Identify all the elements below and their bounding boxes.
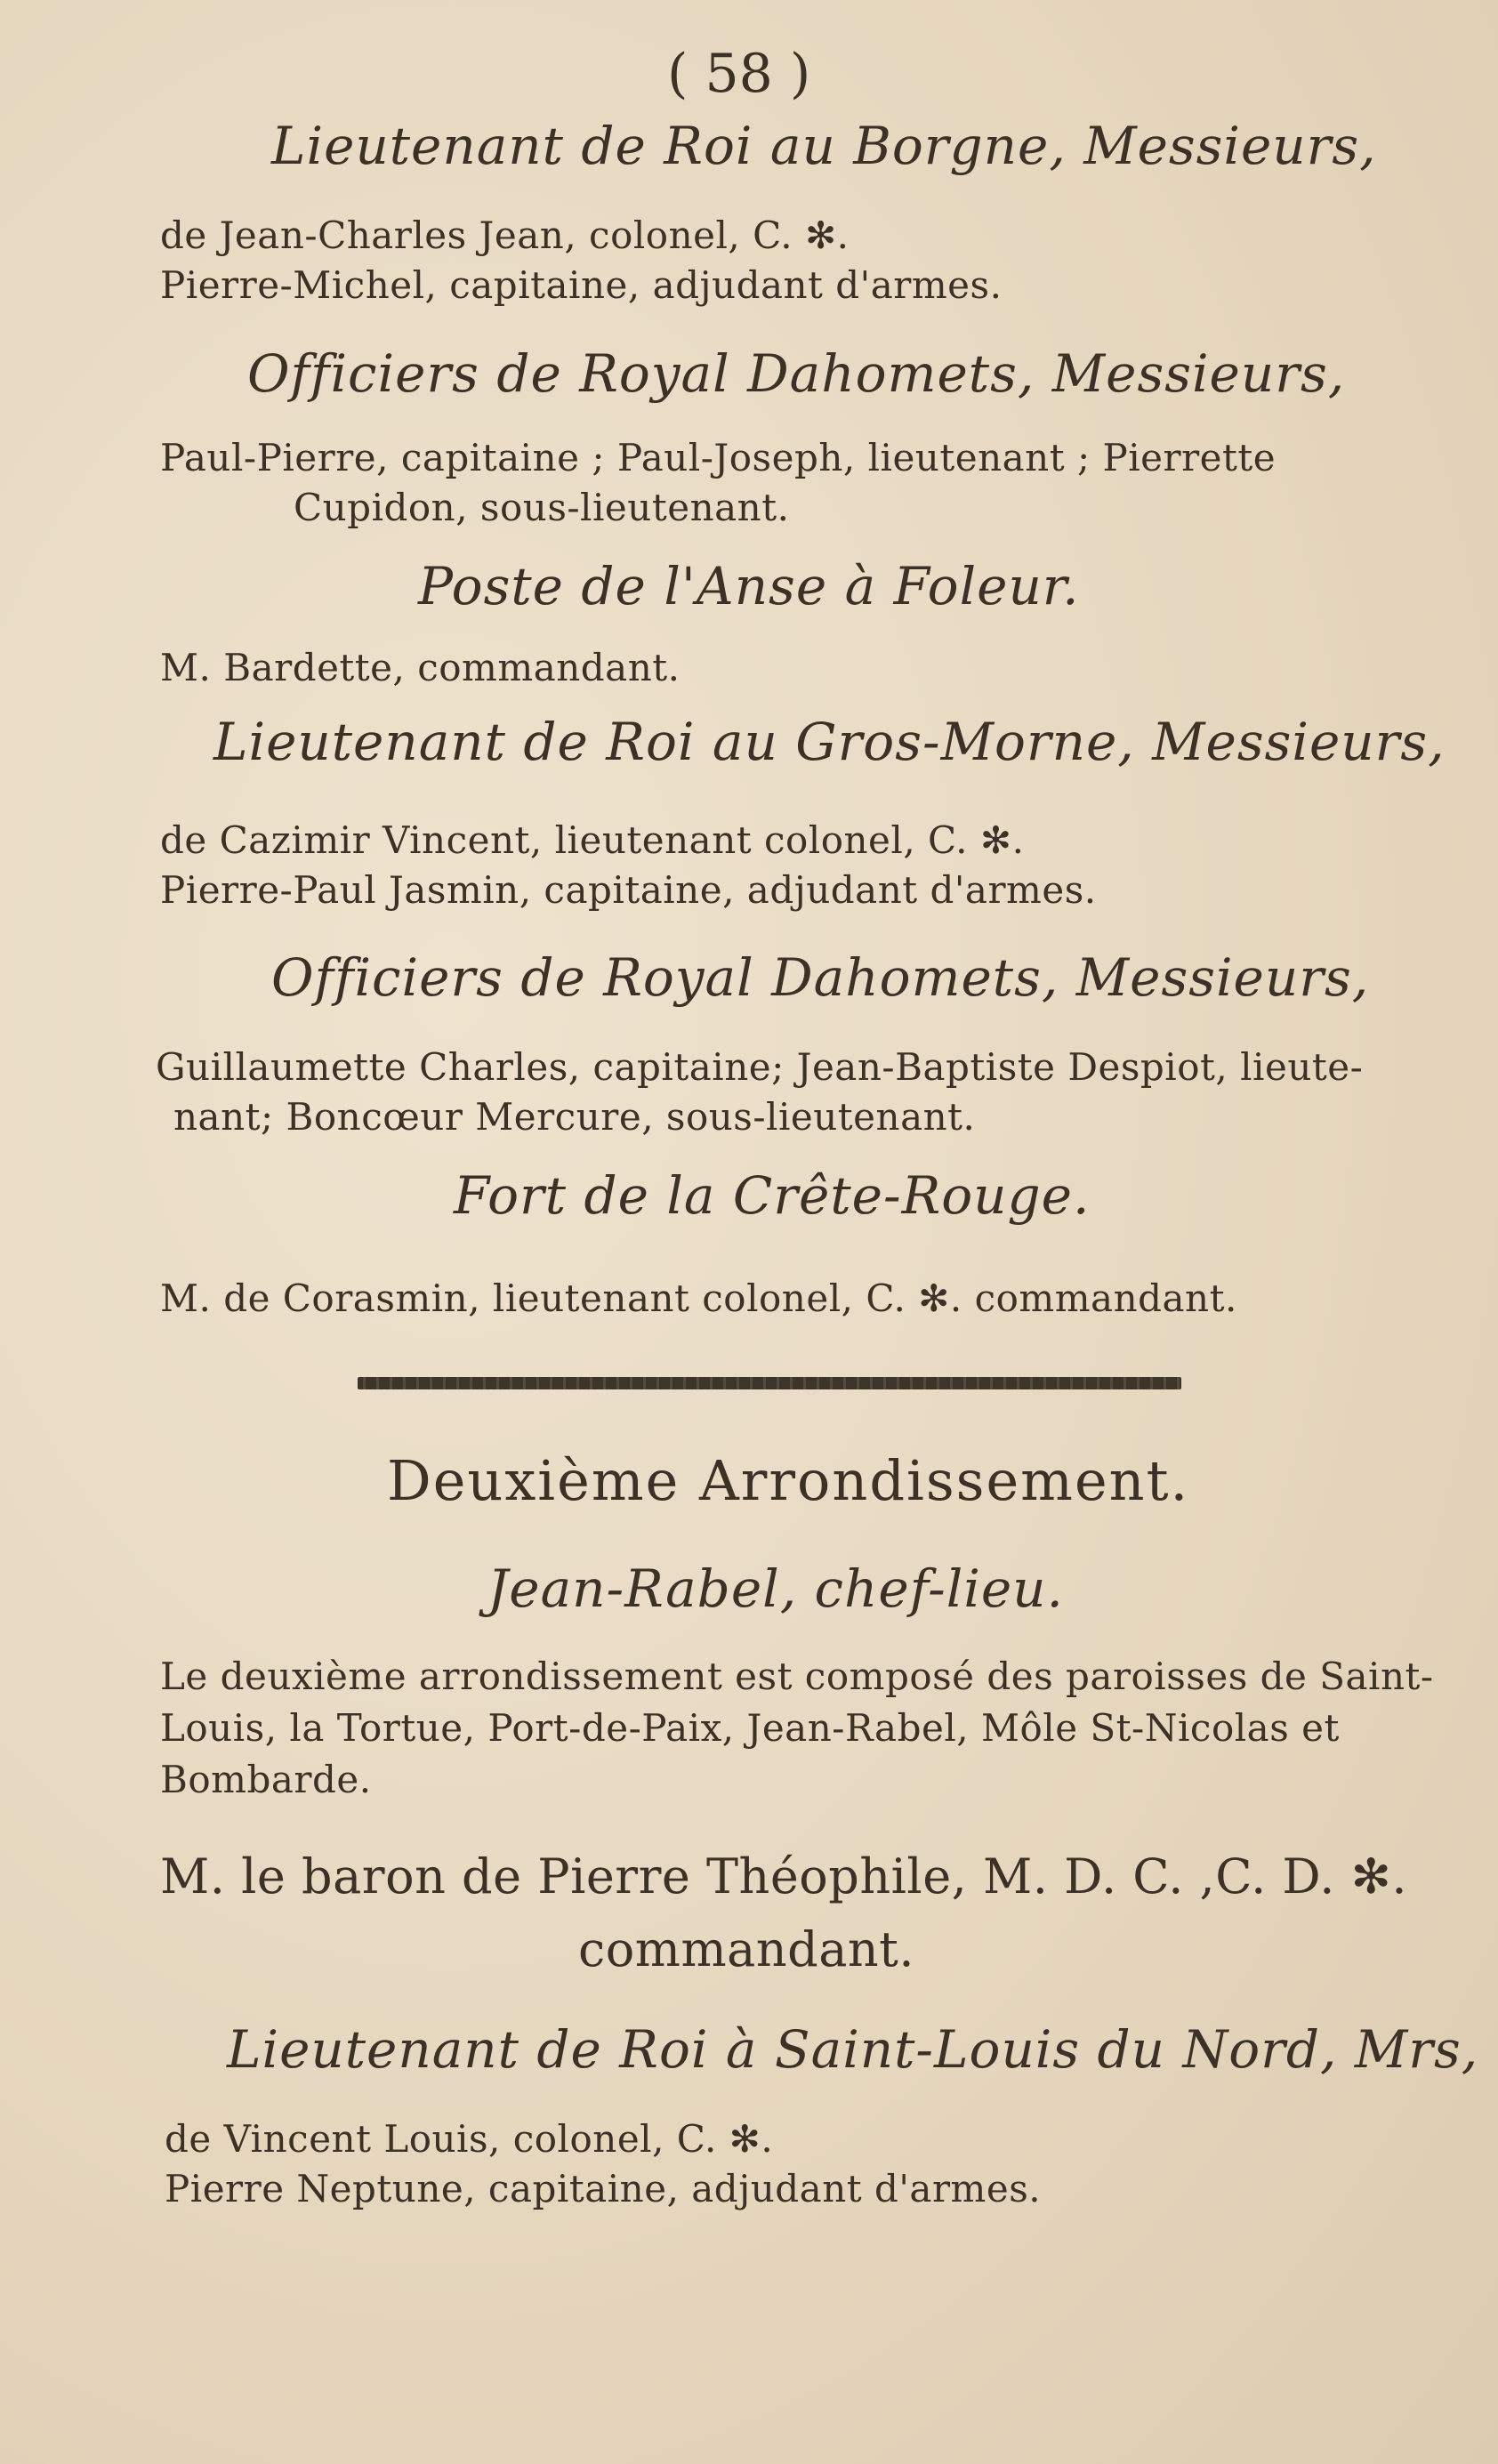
section-heading-officiers-2: Officiers de Royal Dahomets, Messieurs,: [271, 947, 1370, 1008]
arrondissement-title: Deuxième Arrondissement.: [387, 1448, 1190, 1513]
arrondissement-subtitle: Jean-Rabel, chef-lieu.: [487, 1558, 1064, 1619]
entry-line: Guillaumette Charles, capitaine; Jean-Baptiste Despiot, lieute-: [156, 1045, 1364, 1089]
entry-line: Pierre-Paul Jasmin, capitaine, adjudant d'armes.: [160, 868, 1097, 912]
paragraph-line: Le deuxième arrondissement est composé des paroisses de Saint-: [160, 1655, 1434, 1698]
section-heading-gros-morne: Lieutenant de Roi au Gros-Morne, Messieurs,: [213, 712, 1446, 772]
section-divider: [358, 1377, 1181, 1389]
paragraph-line: Louis, la Tortue, Port-de-Paix, Jean-Rabel, Môle St-Nicolas et: [160, 1706, 1340, 1750]
entry-line: Paul-Pierre, capitaine ; Paul-Joseph, lieutenant ; Pierrette: [160, 436, 1277, 479]
entry-line: de Cazimir Vincent, lieutenant colonel, C. ✻.: [160, 818, 1025, 862]
section-heading-anse-a-foleur: Poste de l'Anse à Foleur.: [418, 556, 1080, 616]
section-heading-borgne: Lieutenant de Roi au Borgne, Messieurs,: [271, 116, 1377, 176]
entry-line: Cupidon, sous-lieutenant.: [294, 486, 790, 529]
commander-line: M. le baron de Pierre Théophile, M. D. C. ,C. D. ✻.: [160, 1848, 1408, 1904]
paragraph-line: Bombarde.: [160, 1758, 372, 1801]
section-heading-saint-louis: Lieutenant de Roi à Saint-Louis du Nord, Mrs,: [227, 2019, 1479, 2080]
entry-line: nant; Boncœur Mercure, sous-lieutenant.: [173, 1095, 976, 1139]
entry-line: Pierre-Michel, capitaine, adjudant d'armes.: [160, 263, 1003, 307]
entry-line: M. de Corasmin, lieutenant colonel, C. ✻. commandant.: [160, 1276, 1237, 1320]
entry-line: de Vincent Louis, colonel, C. ✻.: [165, 2117, 774, 2161]
commander-title: commandant.: [578, 1921, 915, 1977]
entry-line: de Jean-Charles Jean, colonel, C. ✻.: [160, 213, 850, 257]
entry-line: M. Bardette, commandant.: [160, 646, 681, 689]
entry-line: Pierre Neptune, capitaine, adjudant d'armes.: [165, 2167, 1042, 2210]
section-heading-crete-rouge: Fort de la Crête-Rouge.: [454, 1165, 1091, 1226]
section-heading-officiers-1: Officiers de Royal Dahomets, Messieurs,: [247, 343, 1346, 404]
page-number: ( 58 ): [667, 43, 811, 105]
